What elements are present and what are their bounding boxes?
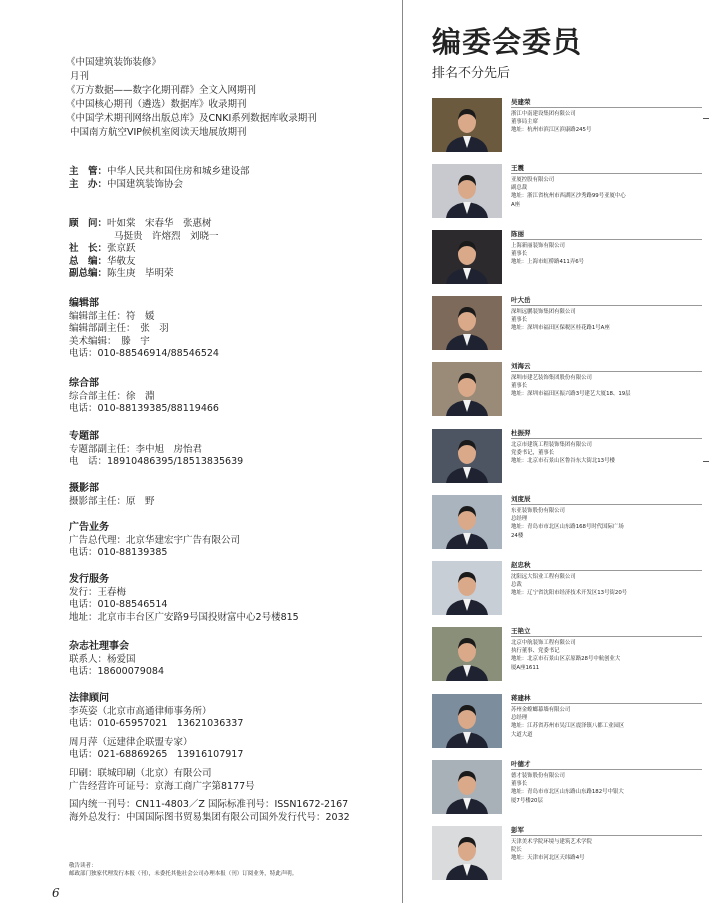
host: 中国建筑装饰协会 [107,178,184,190]
section-line: 地址：北京市丰台区广安路9号国投财富中心2号楼815 [69,611,299,623]
president-label: 社 长： [69,243,108,255]
member-detail-line: 地址：杭州市滨江区滨康路245号 [511,127,592,134]
member-detail-line: 上海新丽装饰有限公司 [511,243,565,249]
committee-member [432,760,702,818]
section-line: 李英姿（北京市高通律师事务所） [69,705,212,717]
section-line: 美术编辑： 滕 宇 [69,335,150,347]
section-line: 发行：王春梅 [69,586,127,598]
committee-member [432,627,702,685]
section-legal [69,693,350,824]
section-line: 周月萍（远建律企联盟专家） [69,736,193,748]
section-title: 广告业务 [69,522,109,533]
member-detail-line: 总经理 [511,715,528,722]
member-info [511,429,702,466]
member-detail-line: 董事局主席 [511,119,538,126]
leadership [69,218,219,281]
member-detail-line: 北京市建筑工程装饰集团有限公司 [511,442,592,448]
member-name: 吴建荣 [511,98,531,106]
member-details [511,371,702,399]
member-name: 彭军 [511,826,524,834]
supervisor: 中华人民共和国住房和城乡建设部 [107,166,250,177]
member-info [511,164,702,209]
member-detail-line: 沈阳远大铝业工程有限公司 [511,574,576,580]
section-line: 印刷：联城印刷（北京）有限公司 [69,767,212,779]
member-info [511,230,702,267]
committee-member [432,362,702,420]
section-title: 编辑部 [69,298,99,309]
member-info [511,627,702,672]
member-detail-line: 执行董事、党委书记 [511,648,560,655]
member-detail-line: 厦A座1611 [511,664,540,671]
member-name: 赵忠秋 [511,561,531,569]
member-detail-line: 董事长 [511,781,528,788]
section-line: 广告总代理：北京华建宏宇广告有限公司 [69,534,241,546]
committee-member [432,429,702,487]
committee-member [432,495,702,553]
committee-member [432,561,702,619]
advisor-label: 顾 问： [69,218,108,229]
deputy-editors: 陈生庚 毕明荣 [107,268,174,280]
member-name: 杜振羿 [511,429,531,437]
committee-member [432,826,702,884]
publication-info [66,56,317,140]
committee-member [432,230,702,288]
section-title: 摄影部 [69,483,99,494]
member-name: 王震 [511,164,524,172]
member-name: 蒋建林 [511,694,531,702]
member-name: 陈丽 [511,230,524,238]
member-portrait [432,362,502,416]
member-detail-line: 董事长 [511,251,528,258]
section-line: 电话：010-88139385/88119466 [69,403,219,415]
pub-line: 中国南方航空VIP候机室阅读天地展放期刊 [70,127,247,138]
notice-line: 敬告读者： [69,863,97,869]
committee-subtitle: 排名不分先后 [432,66,511,81]
member-info [511,296,702,333]
section-line: 电话：010-65957021 13621036337 [69,718,244,730]
member-detail-line: 党委书记，董事长 [511,450,555,457]
page-number: 6 [52,886,60,900]
section-editorial [69,298,219,361]
pub-line: 《中国学术期刊网络出版总库》及CNKI系列数据库收录期刊 [66,113,317,124]
member-portrait [432,760,502,814]
section-line: 海外总发行：中国国际图书贸易集团有限公司国外发行代号：2032 [69,811,350,823]
member-detail-line: 浙江中南建设集团有限公司 [511,111,576,117]
section-line: 编辑部主任：符 媛 [69,310,155,322]
crop-mark [703,118,709,119]
member-portrait [432,627,502,681]
member-detail-line: 深圳远鹏装饰集团有限公司 [511,309,576,315]
section-distribution [69,574,299,624]
section-line: 联系人：杨爱国 [69,653,136,665]
host-label: 主 办： [69,178,108,190]
member-detail-line: 厦7号楼20层 [511,797,543,804]
section-special [69,431,243,469]
member-detail-line: 大道大道 [511,731,533,738]
section-ads [69,522,240,560]
member-detail-line: A座 [511,201,521,208]
committee-member [432,164,702,222]
member-detail-line: 苏州金螳螂幕墙有限公司 [511,707,571,713]
section-line: 电话：18600079084 [69,666,164,678]
chief-editor: 华敬友 [107,255,136,267]
member-detail-line: 地址：青岛市市北区山东路山东路182号中银大 [511,789,624,796]
member-portrait [432,826,502,880]
committee-member [432,694,702,752]
section-title: 发行服务 [69,574,109,585]
member-detail-line: 董事长 [511,383,528,390]
member-detail-line: 24楼 [511,532,524,539]
member-detail-line: 总裁 [511,582,522,589]
member-name: 叶德才 [511,760,531,768]
section-line: 专题部副主任：李中旭 房怡君 [69,443,203,455]
member-detail-line: 地址：江苏省苏州市吴江区震泽镇八都工业园区 [511,723,625,730]
member-info [511,362,702,399]
member-detail-line: 院长 [511,847,522,854]
chief-label: 总 编： [69,255,108,267]
section-line: 电话：021-68869265 13916107917 [69,749,244,761]
member-details [511,504,702,540]
member-detail-line: 地址：浙江省杭州市西湖区沙秀路99号亚厦中心 [511,193,626,200]
member-detail-line: 总经理 [511,516,528,523]
section-line: 广告经营许可证号：京海工商广字第8177号 [69,780,255,792]
member-portrait [432,561,502,615]
deputy-label: 副总编： [69,268,108,280]
member-info [511,495,702,540]
member-details [511,769,702,805]
member-name: 刘度辰 [511,495,531,503]
member-details [511,835,702,863]
pub-line: 《中国建筑装饰装修》 [66,57,162,68]
supervisor-label: 主 管： [69,166,108,177]
member-details [511,438,702,466]
sponsors [69,166,250,191]
member-portrait [432,495,502,549]
reader-notice [69,862,297,878]
member-portrait [432,230,502,284]
member-portrait [432,296,502,350]
section-title: 杂志社理事会 [69,641,129,652]
committee-member [432,98,702,156]
section-line: 国内统一刊号：CN11-4803／Z 国际标准刊号：ISSN1672-2167 [69,799,349,811]
member-portrait [432,164,502,218]
notice-line: 邮政部门独家代理发行本报（刊），未委托其他社会公司办理本报（刊）订阅业务，特此声明。 [69,871,298,877]
member-details [511,173,702,209]
member-detail-line: 地址：深圳市福田区振兴路3号建艺大厦18、19层 [511,391,631,398]
committee-member [432,296,702,354]
member-name: 叶大岳 [511,296,531,304]
pub-line: 月刊 [70,71,90,82]
section-title: 法律顾问 [69,693,109,704]
pub-line: 《万方数据——数字化期刊群》全文入网期刊 [66,85,257,96]
member-detail-line: 东亚装饰股份有限公司 [511,508,565,514]
member-detail-line: 地址：深圳市福田区保税区桂花路1号A座 [511,325,610,332]
member-details [511,703,702,739]
member-detail-line: 北京中航装饰工程有限公司 [511,640,576,646]
advisors: 叶如棠 宋春华 张惠树 [107,218,212,229]
member-portrait [432,429,502,483]
section-title: 综合部 [69,378,99,389]
member-name: 刘海云 [511,362,531,370]
member-detail-line: 亚厦控股有限公司 [511,177,555,183]
section-photo [69,483,155,508]
president: 张京跃 [107,243,136,255]
member-detail-line: 深圳市建艺装饰集团股份有限公司 [511,375,592,381]
section-line: 编辑部副主任： 张 羽 [69,323,169,335]
committee-title: 编委会委员 [432,25,583,59]
member-info [511,561,702,598]
member-detail-line: 副总裁 [511,185,528,192]
member-detail-line: 天津美术学院环境与建筑艺术学院 [511,839,592,845]
crop-mark [703,461,709,462]
member-info [511,826,702,863]
member-name: 王艳立 [511,627,531,635]
member-details [511,107,702,135]
section-line: 电话：010-88139385 [69,547,168,559]
member-details [511,570,702,598]
member-detail-line: 地址：天津市河北区天纬路4号 [511,855,585,862]
member-portrait [432,98,502,152]
section-council [69,641,164,679]
member-detail-line: 地址：青岛市市北区山东路168号时代国际广场 [511,524,624,531]
section-line: 综合部主任：徐 淵 [69,390,155,402]
member-info [511,98,702,135]
member-detail-line: 董事长 [511,317,528,324]
member-info [511,694,702,739]
section-title: 专题部 [69,431,99,442]
member-info [511,760,702,805]
member-details [511,305,702,333]
member-portrait [432,694,502,748]
member-detail-line: 地址：北京市石景山区鲁谷东大街北13号楼 [511,458,615,465]
section-line: 电话：010-88546514 [69,599,168,611]
section-line: 摄影部主任：原 野 [69,495,155,507]
member-details [511,239,702,267]
section-line: 电话：010-88546914/88546524 [69,348,219,360]
member-detail-line: 地址：辽宁省沈阳市经济技术开发区13号街20号 [511,590,628,597]
member-detail-line: 德才装饰股份有限公司 [511,773,565,779]
member-detail-line: 地址：上海市虹桥路411弄6号 [511,259,585,266]
pub-line: 《中国核心期刊（遴选）数据库》收录期刊 [66,99,247,110]
section-line: 电 话：18910486395/18513835639 [69,456,244,468]
member-detail-line: 地址：北京市石景山区京原路28号中航创业大 [511,656,621,663]
member-details [511,636,702,672]
section-general [69,378,219,416]
advisors-cont: 马挺贵 许熔烈 刘晓一 [114,230,219,242]
